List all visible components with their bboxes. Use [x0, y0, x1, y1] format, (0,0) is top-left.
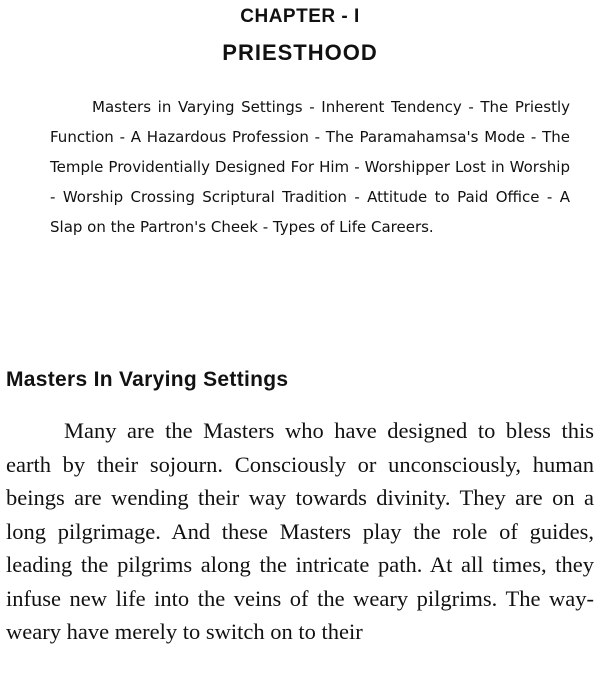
- chapter-title: PRIESTHOOD: [222, 40, 378, 65]
- body-paragraph: Many are the Masters who have designed to bless this earth by their sojourn. Consciously or unconsciously, human beings are wending their way towards divinity. They are on a long pilgrimage. And these Masters play the role of guides, leading the pilgrims along the intricate path. At all times, they infuse new life into the veins of the weary pilgrims. The way-weary have merely to switch on to their: [6, 418, 594, 644]
- body-text: [6, 414, 594, 649]
- section-heading: Masters In Varying Settings: [6, 368, 289, 391]
- chapter-synopsis: Masters in Varying Settings - Inherent Tendency - The Priestly Function - A Hazardous Profession - The Paramahamsa's Mode - The Temple Providentially Designed For Him - Worshipper Lost in Worship - Worship Crossing Scriptural Tradition - Attitude to Paid Office - A Slap on the Partron's Cheek - Types of Life Careers.: [50, 98, 570, 236]
- chapter-label: CHAPTER - I: [240, 6, 360, 27]
